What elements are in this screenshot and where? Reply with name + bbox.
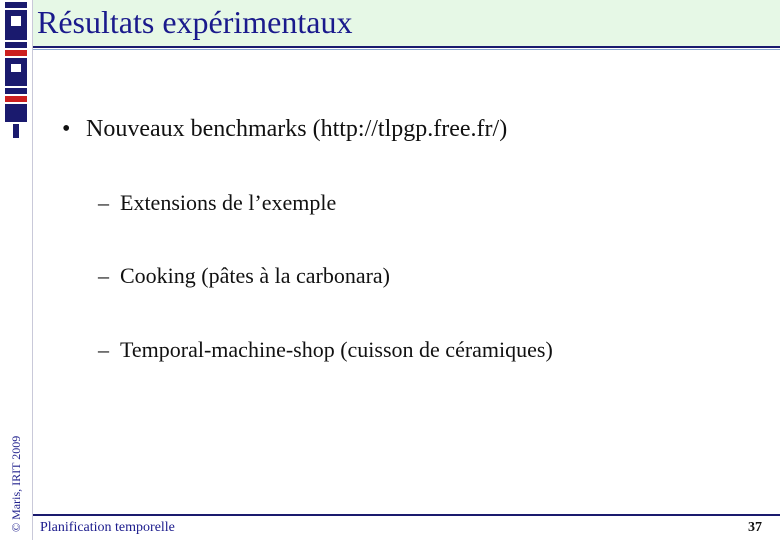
title-underline bbox=[33, 49, 780, 50]
sub-bullet bbox=[98, 263, 390, 289]
title-bar bbox=[33, 0, 780, 48]
footer-divider bbox=[33, 514, 780, 516]
sub-bullet-marker: – bbox=[98, 190, 109, 215]
bullet-marker: • bbox=[62, 116, 71, 142]
sub-bullet bbox=[98, 190, 336, 216]
main-bullet bbox=[62, 116, 507, 143]
footer-title: Planification temporelle bbox=[40, 520, 175, 535]
sub-bullet-marker: – bbox=[98, 337, 109, 362]
page-number: 37 bbox=[748, 520, 762, 535]
sub-bullet-text: Cooking (pâtes à la carbonara) bbox=[120, 263, 390, 288]
slide-title: Résultats expérimentaux bbox=[37, 4, 353, 40]
sub-bullet-text: Extensions de l’exemple bbox=[120, 190, 337, 215]
sidebar bbox=[0, 0, 33, 540]
sub-bullet bbox=[98, 337, 553, 363]
copyright-text: © Maris, IRIT 2009 bbox=[9, 435, 23, 532]
irit-logo bbox=[1, 0, 31, 140]
sub-bullet-marker: – bbox=[98, 263, 109, 288]
sub-bullet-text: Temporal-machine-shop (cuisson de céramiques) bbox=[120, 337, 553, 362]
main-bullet-text: Nouveaux benchmarks (http://tlpgp.free.fr/) bbox=[86, 116, 508, 142]
